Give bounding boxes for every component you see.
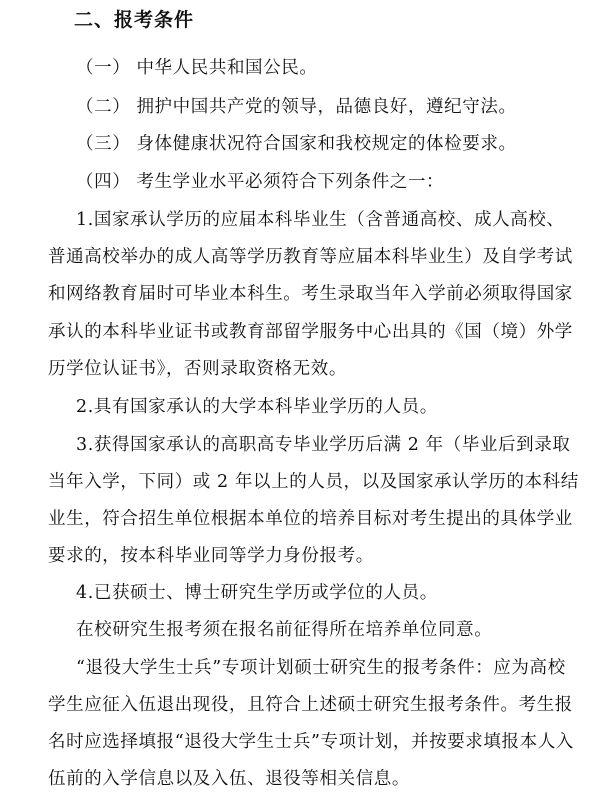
item-2-line: 2.具有国家承认的大学本科毕业学历的人员。: [76, 397, 438, 417]
condition-3-line: （三） 身体健康状况符合国家和我校规定的体检要求。: [76, 134, 517, 154]
item-3-line-3: 业生，符合招生单位根据本单位的培养目标对考生提出的具体学业: [48, 509, 573, 529]
veteran-plan-line-2: 学生应征入伍退出现役，且符合上述硕士研究生报考条件。考生报: [48, 695, 573, 715]
veteran-plan-line-4: 伍前的入学信息以及入伍、退役等相关信息。: [48, 769, 410, 789]
item-3-line-4: 要求的，按本科毕业同等学力身份报考。: [48, 546, 374, 566]
enrolled-student-note: 在校研究生报考须在报名前征得所在培养单位同意。: [76, 620, 493, 640]
condition-4-line: （四） 考生学业水平必须符合下列条件之一：: [76, 172, 445, 192]
condition-2-line: （二） 拥护中国共产党的领导，品德良好，遵纪守法。: [76, 97, 517, 117]
item-3-line-1: 3.获得国家承认的高职高专毕业学历后满 2 年（毕业后到录取: [76, 435, 571, 455]
item-1-line-2: 普通高校举办的成人高等学历教育等应届本科毕业生）及自学考试: [48, 247, 573, 267]
item-3-line-2: 当年入学，下同）或 2 年以上的人员，以及国家承认学历的本科结: [48, 472, 579, 492]
item-1-line-4: 承认的本科毕业证书或教育部留学服务中心出具的《国（境）外学: [48, 322, 573, 342]
condition-1-line: （一） 中华人民共和国公民。: [76, 58, 318, 78]
veteran-plan-line-1: “退役大学生士兵”专项计划硕士研究生的报考条件：应为高校: [76, 658, 566, 678]
item-4-line: 4.已获硕士、博士研究生学历或学位的人员。: [76, 583, 438, 603]
veteran-plan-line-3: 名时应选择填报“退役大学生士兵”专项计划，并按要求填报本人入: [48, 732, 574, 752]
section-heading: 二、报考条件: [74, 9, 195, 31]
item-1-line-3: 和网络教育届时可毕业本科生。考生录取当年入学前必须取得国家: [48, 284, 573, 304]
item-1-line-5: 历学位认证书》，否则录取资格无效。: [48, 359, 347, 379]
item-1-line-1: 1.国家承认学历的应届本科毕业生（含普通高校、成人高校、: [76, 210, 565, 230]
